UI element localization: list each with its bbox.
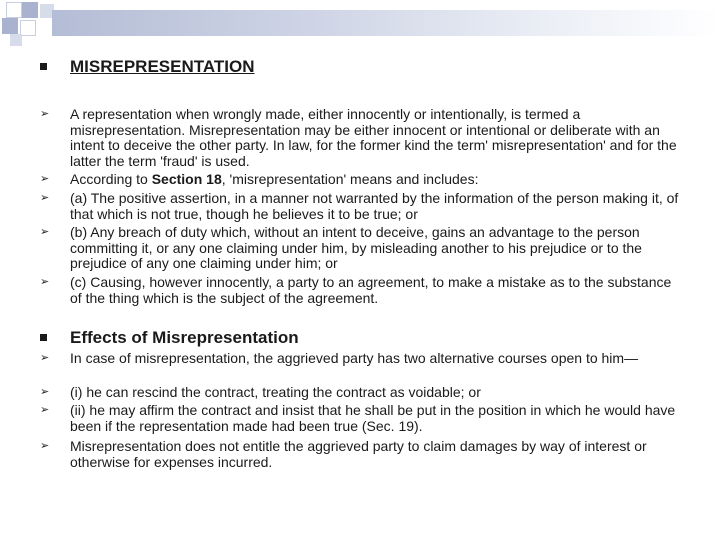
arrow-bullet-icon: ➢ — [40, 192, 50, 204]
decor-square — [10, 34, 22, 46]
list-item — [40, 107, 680, 169]
paragraph: (c) Causing, however innocently, a party to an agreement, to make a mistake as to the substance of the thing which is the subject of the agreement. — [70, 274, 672, 306]
arrow-bullet-icon: ➢ — [40, 276, 50, 288]
heading-row — [40, 57, 255, 77]
list-item — [40, 172, 680, 188]
list-item — [40, 275, 680, 306]
decor-square — [20, 20, 36, 36]
decor-square — [2, 18, 18, 34]
arrow-bullet-icon: ➢ — [40, 352, 50, 364]
list-item — [40, 191, 680, 222]
decor-square — [22, 2, 38, 18]
paragraph: A representation when wrongly made, either innocently or intentionally, is termed a misrepresentation. Misrepresentation may be either innocent or intentional or deliberate with an intent to deceive the other party. In law, for the former kind the term' misrepresentation' and for the latter the term 'fraud' is used. — [70, 106, 677, 169]
arrow-bullet-icon: ➢ — [40, 226, 50, 238]
square-bullet-icon — [40, 57, 70, 73]
corner-decoration — [0, 0, 60, 48]
decor-square — [6, 2, 22, 18]
arrow-bullet-icon: ➢ — [40, 440, 50, 452]
paragraph: (i) he can rescind the contract, treating the contract as voidable; or — [70, 384, 481, 400]
heading-row — [40, 328, 299, 348]
section-reference: Section 18 — [151, 171, 222, 187]
section-heading: MISREPRESENTATION — [70, 57, 255, 76]
paragraph: In case of misrepresentation, the aggrieved party has two alternative courses open to him— — [70, 350, 639, 366]
square-bullet-icon — [40, 328, 70, 344]
paragraph: (ii) he may affirm the contract and insist that he shall be put in the position in which he would have been if the representation made had been true (Sec. 19). — [70, 402, 676, 434]
paragraph: (b) Any breach of duty which, without an intent to deceive, gains an advantage to the person committing it, or any one claiming under him, by misleading another to his prejudice or to the prejudice of any one claiming under him; or — [70, 224, 642, 271]
list-item — [40, 385, 680, 401]
arrow-bullet-icon: ➢ — [40, 386, 50, 398]
arrow-bullet-icon: ➢ — [40, 404, 50, 416]
title-bar-gradient — [52, 10, 720, 36]
list-item — [40, 225, 680, 272]
list-item — [40, 351, 680, 367]
arrow-bullet-icon: ➢ — [40, 173, 50, 185]
paragraph: (a) The positive assertion, in a manner not warranted by the information of the person making it, of that which is not true, though he believes it to be true; or — [70, 190, 679, 222]
paragraph: Misrepresentation does not entitle the aggrieved party to claim damages by way of interest or otherwise for expenses incurred. — [70, 438, 647, 470]
section-heading: Effects of Misrepresentation — [70, 328, 299, 347]
list-item — [40, 403, 680, 434]
list-item — [40, 439, 680, 470]
paragraph: According to Section 18, 'misrepresentation' means and includes: — [70, 171, 479, 187]
arrow-bullet-icon: ➢ — [40, 108, 50, 120]
